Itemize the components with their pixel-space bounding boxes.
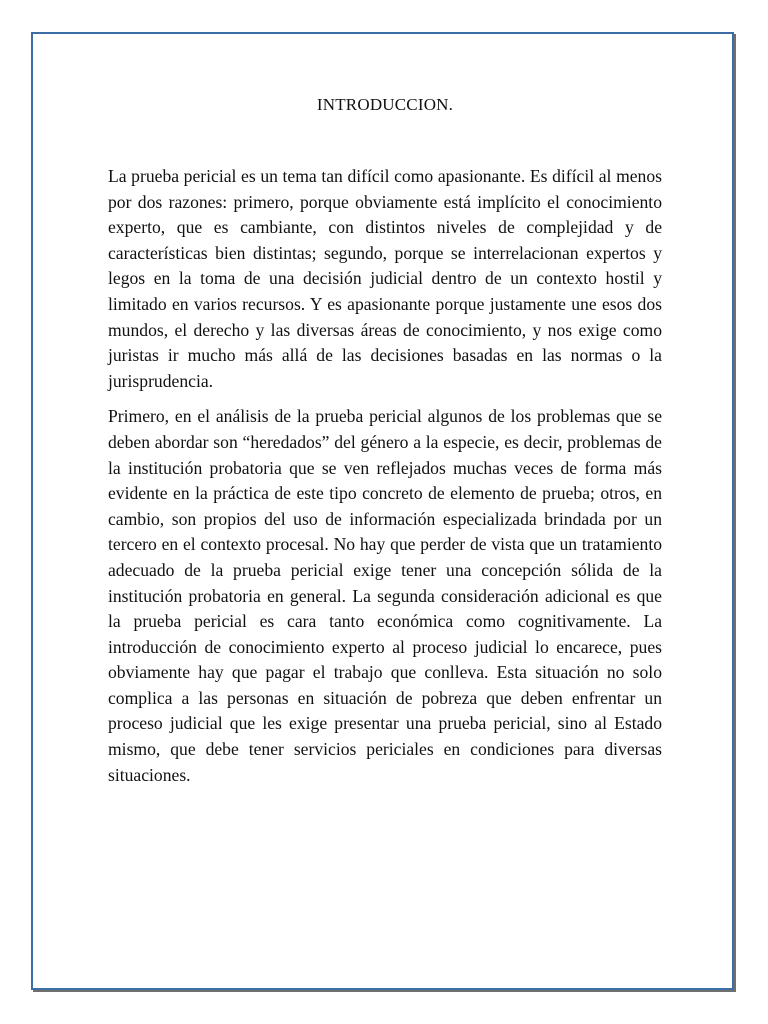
document-page — [31, 32, 734, 990]
paragraph-1: La prueba pericial es un tema tan difícil como apasionante. Es difícil al menos por dos razones: primero, porque obviamente está implícito el conocimiento experto, que es cambiante, con distintos niveles de complejidad y de características bien distintas; segundo, porque se interrelacionan expertos y legos en la toma de una decisión judicial dentro de un contexto hostil y limitado en varios recursos. Y es apasionante porque justamente une esos dos mundos, el derecho y las diversas áreas de conocimiento, y nos exige como juristas ir mucho más allá de las decisiones basadas en las normas o la jurisprudencia. — [108, 166, 662, 391]
page-content — [108, 94, 662, 798]
page-title: INTRODUCCION. — [316, 95, 454, 114]
paragraph-2: Primero, en el análisis de la prueba pericial algunos de los problemas que se deben abordar son “heredados” del género a la especie, es decir, problemas de la institución probatoria que se ven reflejados muchas veces de forma más evidente en la práctica de este tipo concreto de elemento de prueba; otros, en cambio, son propios del uso de información especializada brindada por un tercero en el contexto procesal. No hay que perder de vista que un tratamiento adecuado de la prueba pericial exige tener una concepción sólida de la institución probatoria en general. La segunda consideración adicional es que la prueba pericial es cara tanto económica como cognitivamente. La introducción de conocimiento experto al proceso judicial lo encarece, pues obviamente hay que pagar el trabajo que conlleva. Esta situación no solo complica a las personas en situación de pobreza que deben enfrentar un proceso judicial que les exige presentar una prueba pericial, sino al Estado mismo, que debe tener servicios periciales en condiciones para diversas situaciones. — [108, 406, 662, 785]
